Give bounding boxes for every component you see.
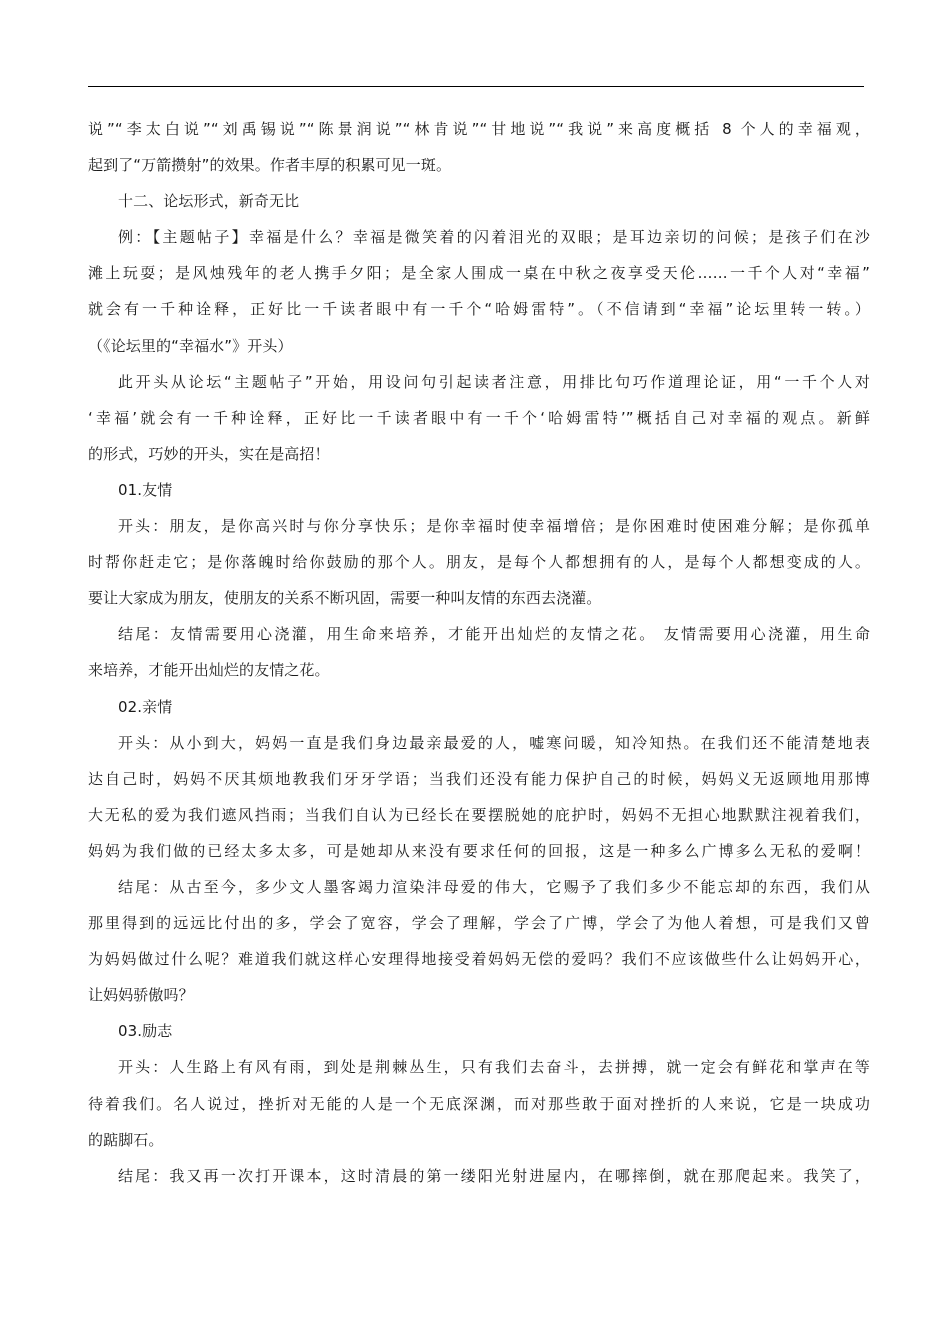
text-line: 开头：从小到大，妈妈一直是我们身边最亲最爱的人，嘘寒问暖，知冷知热。在我们还不能清楚地表 <box>118 733 870 752</box>
text-line: 此开头从论坛“主题帖子”开始，用设问句引起读者注意，用排比句巧作道理论证，用“一千个人对 <box>118 372 870 391</box>
text-line: 大无私的爱为我们遮风挡雨；当我们自认为已经长在要摆脱她的庇护时，妈妈不无担心地默默注视着我们， <box>88 805 870 824</box>
text-line: 结尾：我又再一次打开课本，这时清晨的第一缕阳光射进屋内，在哪摔倒，就在那爬起来。我笑了， <box>118 1166 870 1185</box>
body-text <box>88 111 870 1194</box>
text-line: 要让大家成为朋友，使朋友的关系不断巩固，需要一种叫友情的东西去浇灌。 <box>88 589 602 608</box>
text-line: 结尾：友情需要用心浇灌，用生命来培养，才能开出灿烂的友情之花。 友情需要用心浇灌，用生命 <box>118 625 870 644</box>
text-line: 滩上玩耍；是风烛残年的老人携手夕阳；是全家人围成一桌在中秋之夜享受天伦……一千个人对“幸福” <box>88 264 870 283</box>
text-line: 达自己时，妈妈不厌其烦地教我们牙牙学语；当我们还没有能力保护自己的时候，妈妈义无返顾地用那博 <box>88 769 870 788</box>
text-line: 说”“李太白说”“刘禹锡说”“陈景润说”“林肯说”“甘地说”“我说”来高度概括 8 个人的幸福观， <box>88 120 870 138</box>
text-line: 结尾：从古至今，多少文人墨客竭力渲染沣母爱的伟大，它赐予了我们多少不能忘却的东西，我们从 <box>118 877 870 896</box>
text-line: 就会有一千种诠释，正好比一千读者眼中有一千个“哈姆雷特”。（不信请到“幸福”论坛里转一转。） <box>88 300 870 319</box>
text-line: 开头：朋友，是你高兴时与你分享快乐；是你幸福时使幸福增倍；是你困难时使困难分解；是你孤单 <box>118 517 870 536</box>
text-line: （《论坛里的“幸福水”》开头） <box>88 336 293 355</box>
section-heading: 03.励志 <box>118 1022 173 1041</box>
text-line: 的形式，巧妙的开头，实在是高招！ <box>88 444 330 463</box>
text-line: 来培养，才能开出灿烂的友情之花。 <box>88 661 330 680</box>
section-heading: 02.亲情 <box>118 697 173 716</box>
text-line: 那里得到的远远比付出的多，学会了宽容，学会了理解，学会了广博，学会了为他人着想，可是我们又曾 <box>88 914 870 933</box>
text-line: 待着我们。名人说过，挫折对无能的人是一个无底深渊，而对那些敢于面对挫折的人来说，它是一块成功 <box>88 1094 870 1113</box>
header-rule <box>88 86 864 87</box>
text-line: 的踮脚石。 <box>88 1130 164 1149</box>
text-line: 开头：人生路上有风有雨，到处是荆棘丛生，只有我们去奋斗，去拼搏，就一定会有鲜花和掌声在等 <box>118 1058 870 1077</box>
text-line: ‘幸福’就会有一千种诠释，正好比一千读者眼中有一千个‘哈姆雷特’”概括自己对幸福的观点。新鲜 <box>88 408 870 427</box>
text-line: 妈妈为我们做的已经太多太多，可是她却从来没有要求任何的回报，这是一种多么广博多么无私的爱啊！ <box>88 841 870 860</box>
text-line: 例：【主题帖子】幸福是什么？幸福是微笑着的闪着泪光的双眼；是耳边亲切的问候；是孩子们在沙 <box>118 228 870 247</box>
section-heading: 01.友情 <box>118 480 173 499</box>
text-line: 时帮你赶走它；是你落魄时给你鼓励的那个人。朋友，是每个人都想拥有的人，是每个人都想变成的人。 <box>88 553 870 572</box>
text-line: 为妈妈做过什么呢？难道我们就这样心安理得地接受着妈妈无偿的爱吗？我们不应该做些什么让妈妈开心， <box>88 950 870 969</box>
text-line: 起到了“万箭攒射”的效果。作者丰厚的积累可见一斑。 <box>88 156 452 175</box>
section-heading: 十二、论坛形式，新奇无比 <box>118 192 300 211</box>
text-line: 让妈妈骄傲吗？ <box>88 986 194 1005</box>
